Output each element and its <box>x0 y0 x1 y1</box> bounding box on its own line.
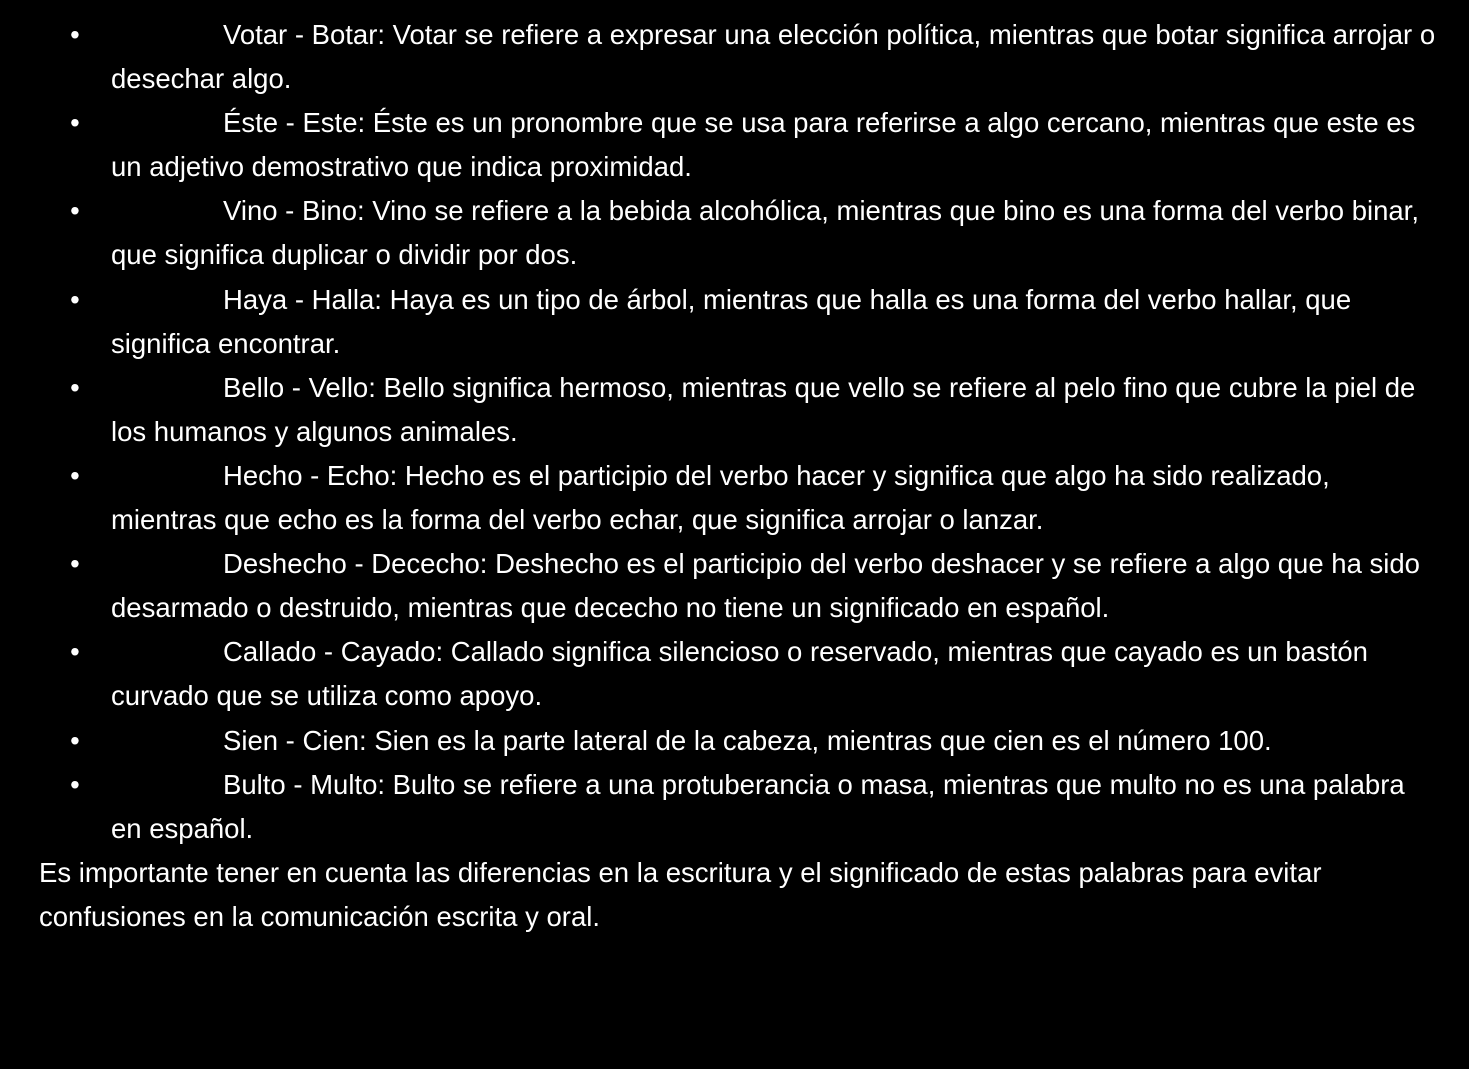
list-item-text: Vino - Bino: Vino se refiere a la bebida alcohólica, mientras que bino es una forma del verbo binar, que significa duplicar o dividir por dos. <box>111 195 1419 271</box>
document-body <box>39 13 1439 939</box>
list-item-text: Hecho - Echo: Hecho es el participio del verbo hacer y significa que algo ha sido realizado, mientras que echo es la forma del verbo echar, que significa arrojar o lanzar. <box>111 459 1330 536</box>
list-item <box>39 101 1439 189</box>
list-item <box>39 719 1439 763</box>
bullet-point: • <box>70 107 80 139</box>
bullet-point: • <box>70 768 80 800</box>
list-item-text: Éste - Este: Éste es un pronombre que se usa para referirse a algo cercano, mientras que este es un adjetivo demostrativo que indica proximidad. <box>111 107 1416 183</box>
list-item-text: Bulto - Multo: Bulto se refiere a una protuberancia o masa, mientras que multo no es una palabra en español. <box>111 768 1405 844</box>
closing-paragraph: Es importante tener en cuenta las diferencias en la escritura y el significado de estas palabras para evitar confusiones en la comunicación escrita y oral. <box>39 856 1322 932</box>
bullet-point: • <box>70 283 80 315</box>
bullet-point: • <box>70 371 80 403</box>
list-item-text: Sien - Cien: Sien es la parte lateral de la cabeza, mientras que cien es el número 100. <box>223 724 1272 756</box>
bullet-point: • <box>70 548 80 580</box>
list-item <box>39 763 1439 851</box>
list-item <box>39 13 1439 101</box>
list-item <box>39 189 1439 277</box>
homophone-list <box>39 13 1439 851</box>
list-item-text: Haya - Halla: Haya es un tipo de árbol, mientras que halla es una forma del verbo hallar, que significa encontrar. <box>111 283 1352 359</box>
list-item-text: Callado - Cayado: Callado significa silencioso o reservado, mientras que cayado es un bastón curvado que se utiliza como apoyo. <box>111 636 1368 712</box>
bullet-point: • <box>70 459 80 491</box>
bullet-point: • <box>70 636 80 668</box>
bullet-point: • <box>70 195 80 227</box>
list-item <box>39 454 1439 542</box>
list-item-text: Deshecho - Dececho: Deshecho es el participio del verbo deshacer y se refiere a algo que ha sido desarmado o destruido, mientras que dececho no tiene un significado en español. <box>111 548 1420 624</box>
list-item-text: Bello - Vello: Bello significa hermoso, mientras que vello se refiere al pelo fino que cubre la piel de los humanos y algunos animales. <box>111 371 1416 447</box>
list-item <box>39 278 1439 366</box>
list-item <box>39 366 1439 454</box>
list-item <box>39 542 1439 630</box>
bullet-point: • <box>70 19 80 50</box>
list-item-text: Votar - Botar: Votar se refiere a expresar una elección política, mientras que botar significa arrojar o desechar algo. <box>111 19 1436 95</box>
bullet-point: • <box>70 724 80 756</box>
list-item <box>39 630 1439 718</box>
